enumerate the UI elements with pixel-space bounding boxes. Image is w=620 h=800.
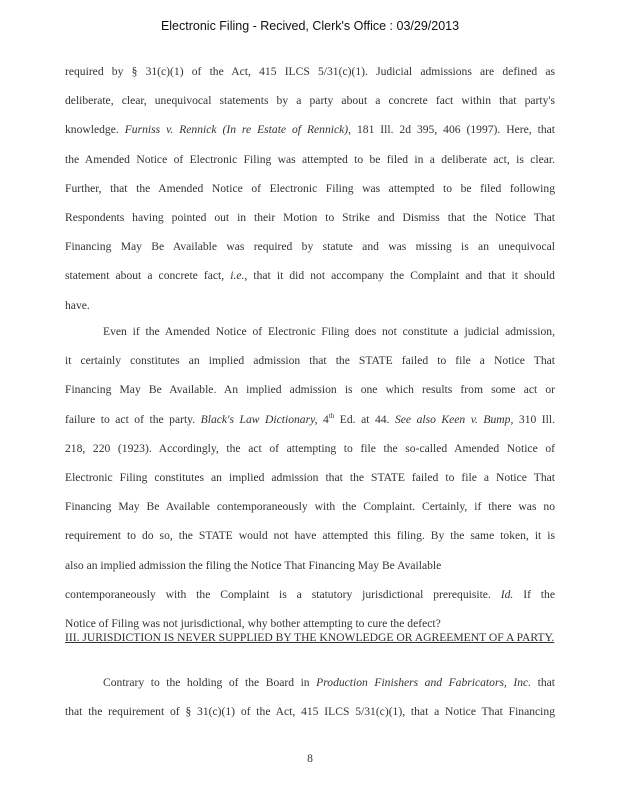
text-fragment: knowledge. [65,123,119,137]
text-line: 218, 220 (1923). Accordingly, the act of attempting to file the so-called Amended Notice of [65,441,555,455]
paragraph-1 [65,63,555,326]
text-line: Financing May Be Available contemporaneously with the Complaint. Certainly, if there was no [65,500,555,514]
text-line [65,267,555,296]
page-number: 8 [307,752,313,765]
text-line: deliberate, clear, unequivocal statements by a party about a concrete fact within that party's [65,94,555,108]
text-line: Further, that the Amended Notice of Electronic Filing was attempted to be filed following [65,181,555,195]
text-fragment: Ed. at 44. [339,412,390,426]
text-fragment: contemporaneously with the Complaint is a statutory jurisdictional prerequisite. [65,587,491,601]
text-fragment: that [537,676,555,689]
text-fragment: If the [523,587,555,601]
text-line: Electronic Filing constitutes an implied admission that the STATE failed to file a Notice That [65,470,555,484]
case-citation: See also Keen v. Bump, [394,412,514,426]
text-line: the Amended Notice of Electronic Filing was attempted to be filed in a deliberate act, is clear. [65,152,555,166]
text-line: it certainly constitutes an implied admission that the STATE failed to file a Notice That [65,354,555,368]
dictionary-citation: Black's Law Dictionary, [200,412,318,426]
case-citation: Production Finishers and Fabricators, Inc. [316,676,532,689]
text-fragment: that it did not accompany the Complaint and that it should [253,269,555,283]
text-line: Notice of Filing was not jurisdictional, why bother attempting to cure the defect? [65,616,441,630]
text-line: Financing May Be Available was required by statute and was missing is an unequivocal [65,240,555,254]
case-citation: Furniss v. Rennick (In re Estate of Rennick) [124,123,349,137]
text-line: that the requirement of § 31(c)(1) of the Act, 415 ILCS 5/31(c)(1), that a Notice That Financing [65,705,555,719]
section-heading: III. JURISDICTION IS NEVER SUPPLIED BY THE KNOWLEDGE OR AGREEMENT OF A PARTY. [65,631,555,644]
text-line: Financing May Be Available. An implied admission is one which results from some act or [65,383,555,397]
paragraph-3 [65,674,555,732]
text-line: required by § 31(c)(1) of the Act, 415 ILCS 5/31(c)(1). Judicial admissions are defined as [65,65,555,78]
edition-number: 4 [323,412,329,426]
text-line [65,586,555,615]
text-line: have. [65,298,90,312]
text-fragment: , 181 Ill. 2d 395, 406 (1997). Here, that [348,123,555,137]
ordinal-suffix: th [328,411,335,420]
text-fragment: failure to act of the party. [65,412,196,426]
text-fragment: Contrary to the holding of the Board in [103,676,310,689]
text-line: also an implied admission the filing the Notice That Financing May Be Available [65,558,442,572]
latin-abbreviation: i.e., [230,269,248,283]
text-line: Respondents having pointed out in their Motion to Strike and Dismiss that the Notice That [65,210,555,224]
citation-id: Id. [500,587,514,601]
text-fragment: statement about a concrete fact, [65,269,225,283]
filing-header: Electronic Filing - Recived, Clerk's Office : 03/29/2013 [160,19,460,33]
text-line [65,674,555,703]
text-line [65,411,555,440]
text-line [65,121,555,150]
text-fragment: 310 Ill. [518,412,555,426]
text-line: Even if the Amended Notice of Electronic Filing does not constitute a judicial admission, [103,325,555,338]
text-line: requirement to do so, the STATE would not have attempted this filing. By the same token, it is [65,529,555,543]
paragraph-2 [65,323,555,644]
